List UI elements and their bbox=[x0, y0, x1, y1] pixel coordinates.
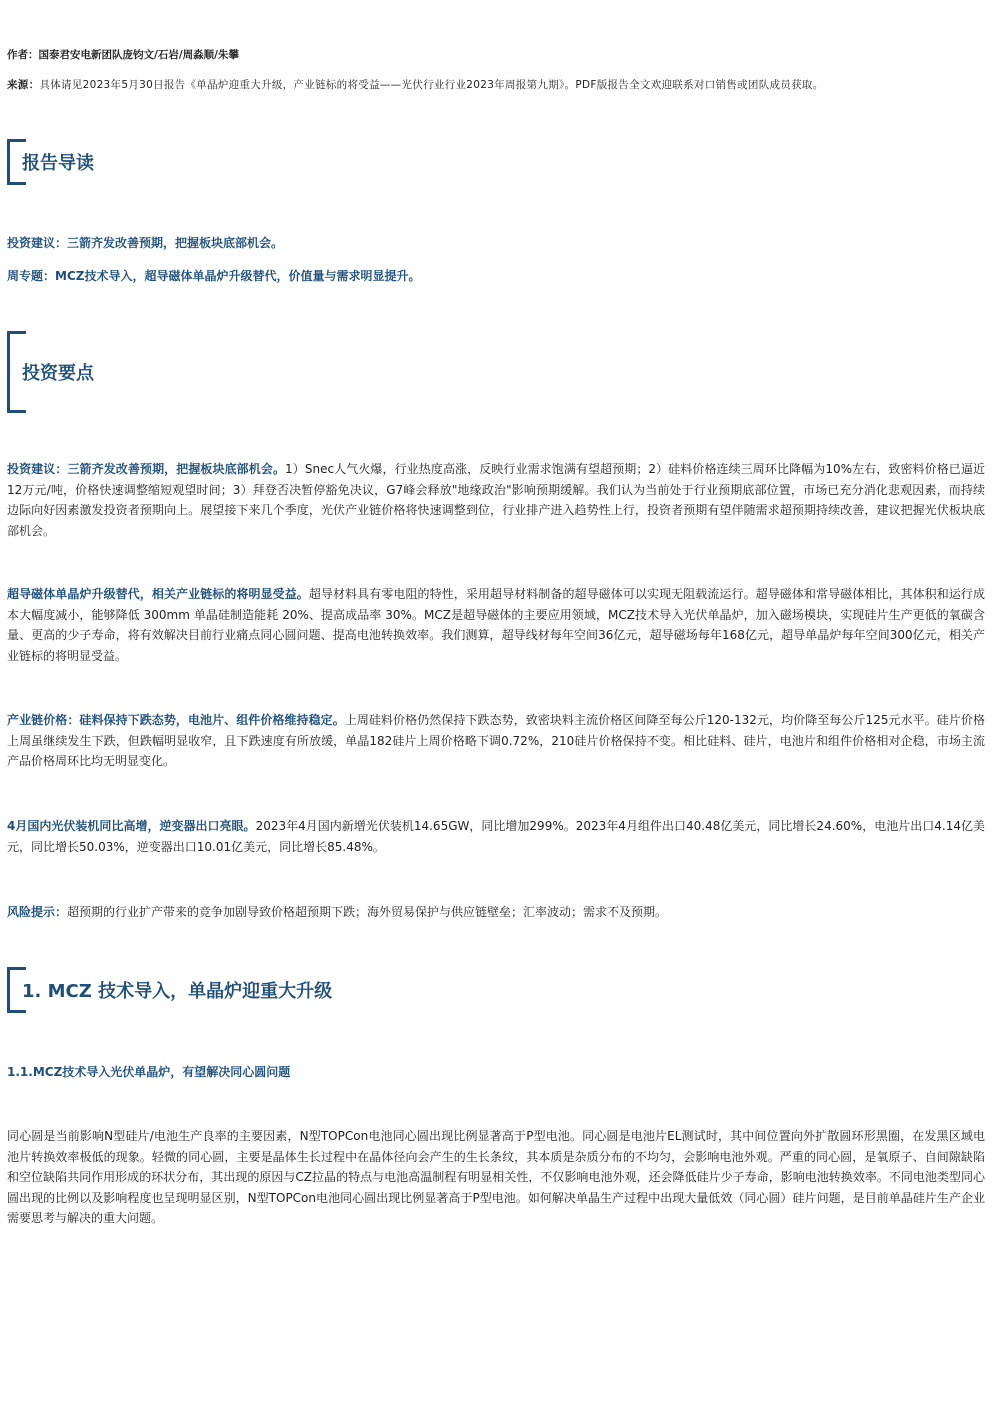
author-line: 作者：国泰君安电新团队庞钧文/石岩/周淼顺/朱攀 bbox=[7, 49, 240, 61]
guide-line-2: 周专题：MCZ技术导入，超导磁体单晶炉升级替代，价值量与需求明显提升。 bbox=[7, 269, 421, 283]
points-section-header bbox=[7, 331, 94, 413]
paragraph-lead: 投资建议：三箭齐发改善预期，把握板块底部机会。 bbox=[7, 462, 286, 476]
paragraph-body: 超预期的行业扩产带来的竞争加剧导致价格超预期下跌；海外贸易保护与供应链壁垒；汇率波动；需求不及预期。 bbox=[67, 905, 668, 919]
source-line bbox=[7, 77, 824, 92]
paragraph-superconducting bbox=[7, 584, 985, 666]
source-text: 具体请见2023年5月30日报告《单晶炉迎重大升级，产业链标的将受益——光伏行业行业2023年周报第九期》。PDF版报告全文欢迎联系对口销售或团队成员获取。 bbox=[39, 79, 824, 91]
guide-title: 报告导读 bbox=[22, 153, 94, 174]
paragraph-investment-advice bbox=[7, 459, 985, 541]
section1-title: 1. MCZ 技术导入，单晶炉迎重大升级 bbox=[22, 981, 333, 1002]
paragraph-lead: 4月国内光伏装机同比高增，逆变器出口亮眼。 bbox=[7, 819, 256, 833]
section1-header bbox=[7, 967, 332, 1013]
paragraph-lead: 产业链价格：硅料保持下跌态势，电池片、组件价格维持稳定。 bbox=[7, 713, 345, 727]
paragraph-body: 超导材料具有零电阻的特性，采用超导材料制备的超导磁体可以实现无阻载流运行。超导磁体和常导磁体相比，其体积和运行成本大幅度减小，能够降低 300mm 单晶硅制造能耗 20%、提高成品率 30%。MCZ是超导磁体的主要应用领域，MCZ技术导入光伏单晶炉，加入磁场模块，实现硅片生产更低的氧碳含量、更高的少子寿命，将有效解决目前行业痛点同心圆问题、提高电池转换效率。我们测算，超导线材每年空间36亿元，超导磁场每年168亿元，超导单晶炉每年空间300亿元，相关产业链标的将明显受益。 bbox=[7, 587, 985, 663]
paragraph-chain-prices bbox=[7, 710, 985, 772]
paragraph-body: 同心圆是当前影响N型硅片/电池生产良率的主要因素，N型TOPCon电池同心圆出现比例显著高于P型电池。同心圆是电池片EL测试时，其中间位置向外扩散圆环形黑圈，在发黑区域电池片转换效率极低的现象。轻微的同心圆，主要是晶体生长过程中在晶体径向会产生的生长条纹，其本质是杂质分布的不均匀，会影响电池外观。严重的同心圆，是氧原子、自间隙缺陷和空位缺陷共同作用形成的环状分布，其出现的原因与CZ拉晶的特点与电池高温制程有明显相关性，不仅影响电池外观，还会降低硅片少子寿命，影响电池转换效率。不同电池类型同心圆出现的比例以及影响程度也呈现明显区别，N型TOPCon电池同心圆出现比例显著高于P型电池。如何解决单晶生产过程中出现大量低效（同心圆）硅片问题，是目前单晶硅片生产企业需要思考与解决的重大问题。 bbox=[7, 1129, 985, 1225]
paragraph-concentric-circles bbox=[7, 1126, 985, 1229]
source-label: 来源： bbox=[7, 79, 40, 91]
subsection-title: 1.1.MCZ技术导入光伏单晶炉，有望解决同心圆问题 bbox=[7, 1065, 291, 1079]
paragraph-body: 上周硅料价格仍然保持下跌态势，致密块料主流价格区间降至每公斤120-132元，均价降至每公斤125元水平。硅片价格上周虽继续发生下跌，但跌幅明显收窄，且下跌速度有所放缓，单晶182硅片上周价格略下调0.72%，210硅片价格保持不变。相比硅料、硅片，电池片和组件价格相对企稳，市场主流产品价格周环比均无明显变化。 bbox=[7, 713, 985, 768]
paragraph-lead: 超导磁体单晶炉升级替代，相关产业链标的将明显受益。 bbox=[7, 587, 309, 601]
paragraph-april-installs bbox=[7, 816, 985, 857]
paragraph-risk bbox=[7, 902, 985, 923]
guide-section-header bbox=[7, 139, 94, 185]
paragraph-lead: 风险提示： bbox=[7, 905, 68, 919]
paragraph-body: 2023年4月国内新增光伏装机14.65GW，同比增加299%。2023年4月组件出口40.48亿美元，同比增长24.60%，电池片出口4.14亿美元，同比增长50.03%，逆变器出口10.01亿美元，同比增长85.48%。 bbox=[7, 819, 985, 854]
points-title: 投资要点 bbox=[22, 363, 94, 384]
guide-line-1: 投资建议：三箭齐发改善预期，把握板块底部机会。 bbox=[7, 236, 284, 250]
paragraph-body: 1）Snec人气火爆，行业热度高涨，反映行业需求饱满有望超预期；2）硅料价格连续三周环比降幅为10%左右，致密料价格已逼近12万元/吨，价格快速调整缩短观望时间；3）拜登否决暂停豁免决议，G7峰会释放"地缘政治"影响预期缓解。我们认为当前处于行业预期底部位置，市场已充分消化悲观因素，而持续边际向好因素激发投资者预期向上。展望接下来几个季度，光伏产业链价格将快速调整到位，行业排产进入趋势性上行，投资者预期有望伴随需求超预期持续改善，建议把握光伏板块底部机会。 bbox=[7, 462, 985, 538]
